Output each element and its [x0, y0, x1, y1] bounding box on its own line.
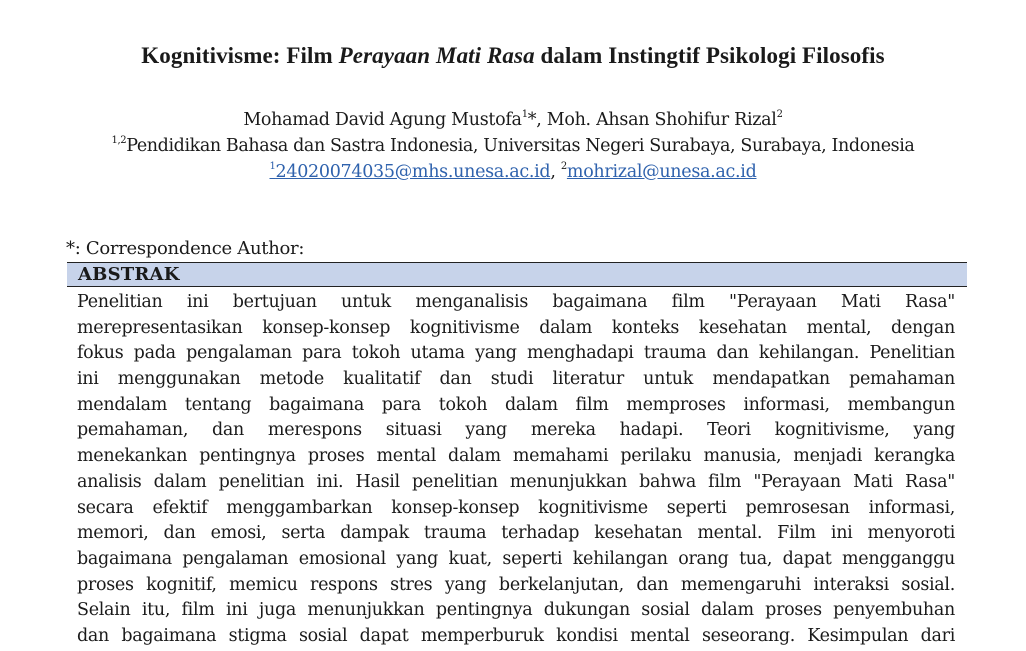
email-line: [0, 162, 1026, 182]
email-separator: ,: [550, 162, 561, 182]
affiliation-marks: 1,2: [111, 135, 127, 146]
abstract-heading: ABSTRAK: [78, 264, 180, 285]
author-1-suffix: *,: [527, 110, 547, 130]
abstract-line: secara efektif menggambarkan konsep-konsep kognitivisme seperti pemrosesan informasi,: [77, 497, 955, 518]
abstract-line: pemahaman, dan merespons situasi yang mereka hadapi. Teori kognitivisme, yang: [77, 420, 955, 441]
email-1-mark: 1: [269, 161, 276, 172]
email-link-1[interactable]: [269, 162, 550, 182]
paper-title: [0, 43, 1026, 69]
abstract-line: mendalam tentang bagaimana para tokoh dalam film memproses informasi, membangun: [77, 394, 955, 415]
author-1: Mohamad David Agung Mustofa: [243, 110, 522, 130]
abstract-line: proses kognitif, memicu respons stres yang berkelanjutan, dan memengaruhi interaksi sosial.: [77, 574, 955, 595]
title-part-1: Kognitivisme: Film: [141, 43, 339, 68]
email-2-mark: 2: [560, 161, 567, 172]
abstract-line: menekankan pentingnya proses mental dalam memahami perilaku manusia, menjadi kerangka: [77, 446, 955, 467]
author-line: [0, 110, 1026, 130]
abstract-line: Selain itu, film ini juga menunjukkan pentingnya dukungan sosial dalam proses penyembuhan: [77, 600, 955, 621]
abstract-body: [77, 290, 955, 650]
abstract-line: ini menggunakan metode kualitatif dan studi literatur untuk mendapatkan pemahaman: [77, 369, 955, 390]
abstract-line: fokus pada pengalaman para tokoh utama yang menghadapi trauma dan kehilangan. Penelitian: [77, 343, 955, 364]
author-1-mark: 1: [521, 109, 528, 120]
abstract-line: analisis dalam penelitian ini. Hasil penelitian menunjukkan bahwa film "Perayaan Mati Rasa": [77, 471, 955, 492]
title-film-name: Perayaan Mati Rasa: [338, 43, 535, 68]
affiliation-line: [0, 136, 1026, 156]
abstract-heading-bar: [67, 262, 967, 287]
author-2-mark: 2: [776, 109, 783, 120]
abstract-line: Penelitian ini bertujuan untuk menganalisis bagaimana film "Perayaan Mati Rasa": [77, 292, 955, 312]
email-link-2[interactable]: mohrizal@unesa.ac.id: [566, 162, 757, 182]
correspondence-label: *: Correspondence Author:: [66, 238, 305, 259]
abstract-line: dan bagaimana stigma sosial dapat memperburuk kondisi mental seseorang. Kesimpulan dari: [77, 625, 955, 646]
abstract-line: merepresentasikan konsep-konsep kognitivisme dalam konteks kesehatan mental, dengan: [77, 317, 955, 338]
abstract-line: bagaimana pengalaman emosional yang kuat, seperti kehilangan orang tua, dapat mengganggu: [77, 548, 955, 569]
abstract-line: memori, dan emosi, serta dampak trauma terhadap kesehatan mental. Film ini menyoroti: [77, 523, 955, 544]
title-part-2: dalam Instingtif Psikologi Filosofis: [534, 43, 885, 68]
author-2: Moh. Ahsan Shohifur Rizal: [546, 110, 777, 130]
email-1-text: 24020074035@mhs.unesa.ac.id: [275, 162, 551, 182]
affiliation-text: Pendidikan Bahasa dan Sastra Indonesia, Universitas Negeri Surabaya, Surabaya, Indonesia: [126, 136, 915, 156]
